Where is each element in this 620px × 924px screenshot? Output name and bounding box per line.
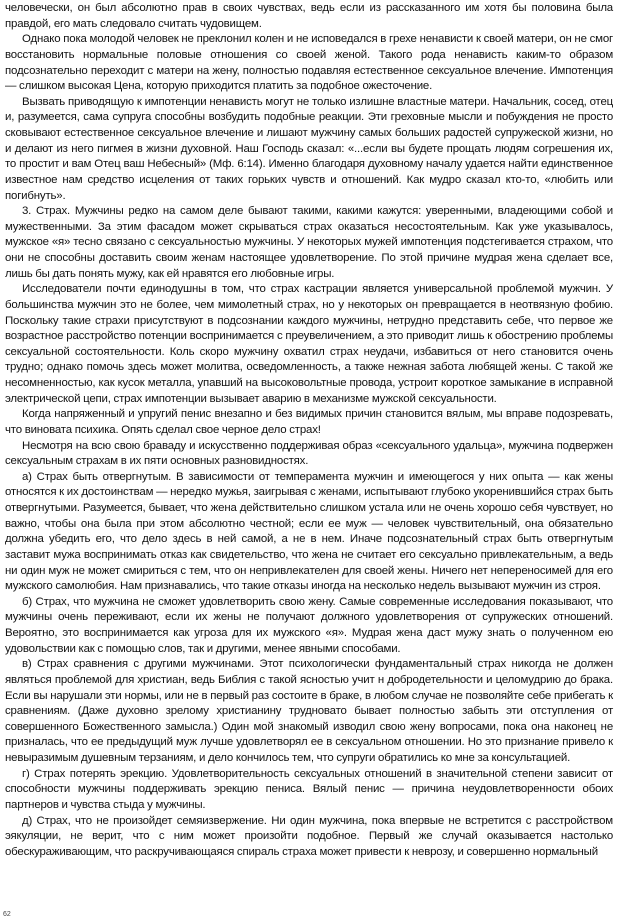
paragraph-4: 3. Страх. Мужчины редко на самом деле бывают такими, какими кажутся: уверенными, владеющими собой и мужественными. За этим фасадом может скрываться страх оказаться несостоятельным. Как уже указывалось, мужское «я» тесно связано с сексуальностью мужчины. У некоторых мужей импотенция подстегивается страхом, что они не способны доставить своим женам настоящее удовлетворение. По этой причине мудрая жена сделает все, лишь бы дать понять мужу, как ей нравятся его любовные игры.: [5, 205, 613, 280]
paragraph-12: д) Страх, что не произойдет семяизвержение. Ни один мужчина, пока впервые не встретится с расстройством эякуляции, не верит, что с ним может произойти подобное. Первый же случай оказывается настолько обескураживающим, что раскручивающаяся спираль страха может привести к неврозу, и совершенно нормальный: [5, 814, 613, 858]
paragraph-11: г) Страх потерять эрекцию. Удовлетворительность сексуальных отношений в значительной степени зависит от способности мужчины поддерживать эрекцию пениса. Вялый пенис — причина неудовлетворенности обоих партнеров и чувства стыда у мужчины.: [5, 767, 613, 811]
paragraph-2: Однако пока молодой человек не преклонил колен и не исповедался в грехе ненависти к своей матери, он не смог восстановить нормальные половые отношения со своей женой. Такого рода ненависть каким-то образом подсознательно переходит с матери на жену, полностью подавляя естественное сексуальное влечение. Импотенция — слишком высокая Цена, которую приходится платить за подобное ожесточение.: [5, 33, 613, 93]
paragraph-8: а) Страх быть отвергнутым. В зависимости от темперамента мужчин и имеющегося у них опыта — как жены относятся к их достоинствам — нередко мужья, заигрывая с женами, испытывают глубоко укоренившийся страх быть отвергнутыми. Разумеется, бывает, что жена действительно слишком устала или не очень хорошо себя чувствует, но важно, чтобы она была при этом абсолютно честной; если ее муж — человек чувствительный, она обязательно должна убедить его, что дело здесь в ней самой, а не в нем. Иначе подсознательный страх быть отвергнутым заставит мужа воспринимать отказ как свидетельство, что жена не считает его сексуально привлекательным, а ведь ни один муж не может смириться с тем, что он непривлекателен для своей жены. Ничего нет непереносимей для его мужского самолюбия. Нам признавались, что такие отказы иногда на несколько недель вызывают мужчин из строя.: [5, 470, 613, 593]
paragraph-1: человечески, он был абсолютно прав в своих чувствах, ведь если из рассказанного им хотя бы половина была правдой, его мать следовало считать чудовищем.: [5, 2, 613, 30]
paragraph-9: б) Страх, что мужчина не сможет удовлетворить свою жену. Самые современные исследования показывают, что мужчины очень переживают, если их жены не получают должного удовлетворения от супружеских отношений. Вероятно, это воспринимается как угроза для их мужского «я». Мудрая жена даст мужу знать о полученном ею удовольствии как с помощью слов, так и другими, менее явными способами.: [5, 595, 613, 655]
paragraph-10: в) Страх сравнения с другими мужчинами. Этот психологически фундаментальный страх никогда не должен являться проблемой для христиан, ведь Библия с такой ясностью учит н добродетельности и целомудрию до брака. Если вы нарушали эти нормы, или не в первый раз состоите в браке, в любом случае не позволяйте себе прибегать к сравнениям. (Даже духовно зрелому христианину трудновато бывает полностью забыть эти отступления от совершенного Божественного замысла.) Один мой знакомый изводил свою жену вопросами, пока она наконец не призналась, что ее предыдущий муж лучше удовлетворял ее в сексуальном отношении. Но это признание привело к невыразимым душевным терзаниям, и дело кончилось тем, что супруги обратились ко мне за консультацией.: [5, 658, 613, 764]
book-page: [5, 1, 613, 860]
paragraph-7: Несмотря на всю свою браваду и искусственно поддерживая образ «сексуального удальца», мужчина подвержен сексуальным страхам в их пяти основных разновидностях.: [5, 439, 613, 468]
page-number: 62: [3, 911, 11, 918]
paragraph-5: Исследователи почти единодушны в том, что страх кастрации является универсальной проблемой мужчин. У большинства мужчин это не более, чем мимолетный страх, но у некоторых он превращается в неотвязную фобию. Поскольку такие страхи присутствуют в подсознании каждого мужчины, нетрудно представить себе, что первое же возрастное расстройство потенции воспринимается с преувеличением, а это приводит лишь к обострению проблемы сексуальной состоятельности. Коль скоро мужчину охватил страх неудачи, избавиться от него становится очень трудно; однако помочь здесь может молитва, осведомленность, а также нежная забота любящей жены. С такой же несомненностью, как кусок металла, упавший на высоковольтные провода, устроит короткое замыкание в исправной электрической цепи, страх импотенции вызывает аварию в механизме мужской сексуальности.: [5, 283, 613, 405]
paragraph-3: Вызвать приводящую к импотенции ненависть могут не только излишне властные матери. Начальник, сосед, отец и, разумеется, сама супруга способны возбудить подобные реакции. Эти греховные мысли и побуждения не просто сковывают естественное сексуальное влечение и лишают мужчину самых больших радостей супружеской жизни, но и делают из него пигмея в жизни духовной. Наш Господь сказал: «...если вы будете прощать людям согрешения их, то простит и вам Отец ваш Небесный» (Мф. 6:14). Именно благодаря духовному началу удается найти единственное известное нам средство исцеления от таких горьких чувств и отношений. Как мудро сказал кто-то, «любить или погибнуть».: [5, 95, 613, 202]
paragraph-6: Когда напряженный и упругий пенис внезапно и без видимых причин становится вялым, мы вправе подозревать, что виновата психика. Опять сделал свое черное дело страх!: [5, 408, 613, 436]
